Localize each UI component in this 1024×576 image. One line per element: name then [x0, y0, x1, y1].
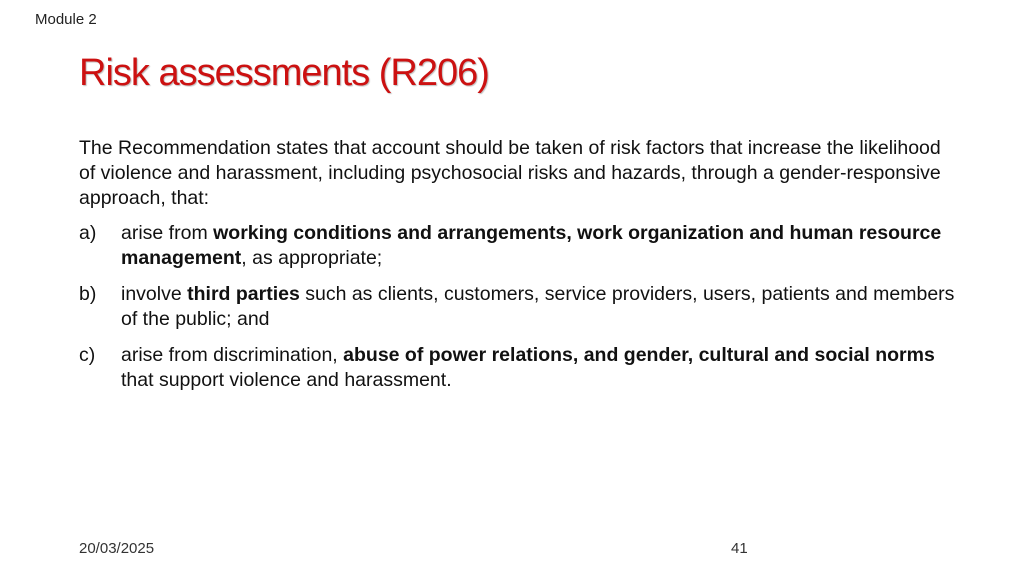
list-marker: a) — [79, 222, 97, 244]
item-text-bold: abuse of power relations, and gender, cultural and social norms — [343, 344, 935, 366]
risk-factor-list — [79, 221, 959, 393]
item-text-bold: working conditions and arrangements, work organization and human resource management — [121, 222, 942, 269]
list-item — [79, 343, 959, 393]
slide-title: Risk assessments (R206) — [79, 52, 489, 94]
list-marker: c) — [79, 344, 96, 366]
item-text-pre: involve — [121, 283, 188, 305]
list-item-text — [121, 343, 959, 393]
slide-content — [79, 136, 959, 404]
page-number: 41 — [731, 540, 748, 557]
module-label: Module 2 — [35, 11, 97, 28]
list-item-text — [121, 221, 959, 271]
item-text-post: such as clients, customers, service providers, users, patients and members of the public; and — [121, 283, 955, 330]
footer-date: 20/03/2025 — [79, 540, 155, 557]
list-item — [79, 282, 959, 332]
item-text-pre: arise from — [121, 222, 214, 244]
item-text-post: that support violence and harassment. — [121, 369, 452, 391]
item-text-pre: arise from discrimination, — [121, 344, 344, 366]
list-marker: b) — [79, 283, 97, 305]
list-item — [79, 221, 959, 271]
list-item-text — [121, 282, 959, 332]
item-text-bold: third parties — [187, 283, 300, 305]
item-text-post: , as appropriate; — [241, 247, 383, 269]
intro-paragraph: The Recommendation states that account should be taken of risk factors that increase the likelihood of violence and harassment, including psychosocial risks and hazards, through a gender-responsive approach, that: — [79, 137, 941, 209]
